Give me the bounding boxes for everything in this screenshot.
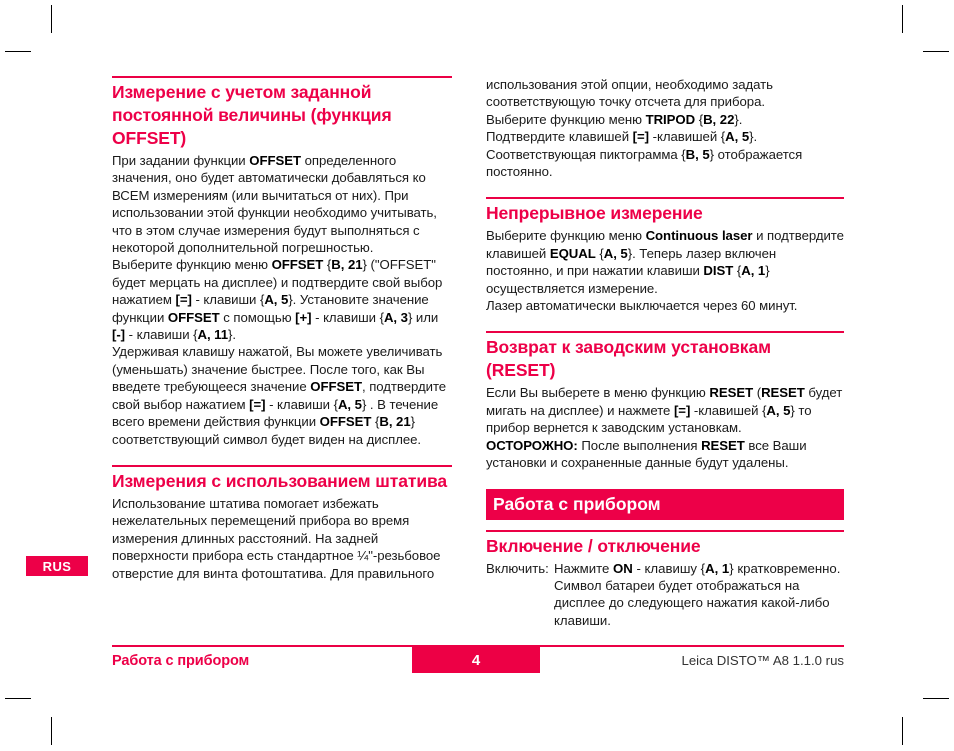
chapter-band-operation: Работа с прибором: [486, 489, 844, 520]
section-rule-tripod: [112, 465, 452, 467]
spacer-right-2: [486, 314, 844, 331]
crop-mark-top-left-vertical: [51, 5, 52, 33]
heading-power-on-off: Включение / отключение: [486, 535, 701, 556]
section-rule-offset: [112, 76, 452, 78]
spacer-right-3: [486, 472, 844, 489]
crop-mark-top-left-horizontal: [5, 51, 31, 52]
crop-mark-bottom-left-horizontal: [5, 698, 31, 699]
page-number-badge: 4: [412, 647, 540, 673]
paragraph-offset-1: При задании функции OFFSET определенного значения, оно будет автоматически добавляться ко ВСЕМ измерениям (или вычитаться от них). При использовании этой функции необходимо учитывать, что в этом случае измерения будут выполняться с некоторой дополнительной погрешностью.: [112, 153, 437, 256]
footer-product-version: Leica DISTO™ A8 1.1.0 rus: [681, 653, 844, 668]
heading-continuous-measurement: Непрерывное измерение: [486, 203, 703, 224]
power-on-term: Включить:: [486, 560, 549, 576]
section-rule-power: [486, 530, 844, 532]
paragraph-reset-2: ОСТОРОЖНО: После выполнения RESET все Ваши установки и сохраненные данные будут удалены.: [486, 437, 807, 471]
paragraph-continuous-1: Выберите функцию меню Continuous laser и подтвердите клавишей EQUAL {A, 5}. Теперь лазер включен постоянно, и при нажатии клавиши DIST {A, 1} осуществляется измерение.: [486, 228, 844, 296]
language-tab-rus: RUS: [26, 556, 88, 576]
paragraph-offset-2: Выберите функцию меню OFFSET {B, 21} ("OFFSET" будет мерцать на дисплее) и подтвердите свой выбор нажатием [=] - клавиши {A, 5}. Установите значение функции OFFSET с помощью [+] - клавиши {A, 3} или [-] - клавиши {A, 11}.: [112, 257, 443, 343]
paragraph-reset-1: Если Вы выберете в меню функцию RESET (RESET будет мигать на дисплее) и нажмете [=] -клавишей {A, 5} то прибор вернется к заводским установкам.: [486, 385, 843, 436]
right-column: [486, 76, 844, 629]
crop-mark-bottom-right-horizontal: [923, 698, 949, 699]
crop-mark-top-right-horizontal: [923, 51, 949, 52]
crop-mark-bottom-right-vertical: [902, 717, 903, 745]
section-rule-reset: [486, 331, 844, 333]
left-column: [112, 76, 452, 582]
spacer-right-1: [486, 180, 844, 197]
paragraph-tripod-1: Использование штатива помогает избежать нежелательных перемещений прибора во время измерения длинных расстояний. На задней поверхности прибора есть стандартное ¼"-резьбовое отверстие для винта фотоштатива. Для правильного: [112, 495, 441, 581]
section-rule-continuous: [486, 197, 844, 199]
paragraph-tripod-cont-2: Выберите функцию меню TRIPOD {B, 22}.: [486, 111, 743, 127]
paragraph-tripod-cont-1: использования этой опции, необходимо задать соответствующую точку отсчета для прибора.: [486, 77, 773, 110]
power-on-definition: [486, 560, 844, 630]
paragraph-offset-3: Удерживая клавишу нажатой, Вы можете увеличивать (уменьшать) значение быстрее. После того, как Вы введете требующееся значение OFFSET, подтвердите свой выбор нажатием [=] - клавиши {A, 5} . В течение всего времени действия функции OFFSET {B, 21} соответствующий символ будет виден на дисплее.: [112, 344, 447, 447]
heading-tripod-measurement: Измерения с использованием штатива: [112, 470, 448, 491]
paragraph-tripod-cont-4: Соответствующая пиктограмма {B, 5} отображается постоянно.: [486, 146, 803, 180]
spacer-left-1: [112, 448, 452, 465]
heading-reset: Возврат к заводским установкам (RESET): [486, 337, 771, 381]
crop-mark-top-right-vertical: [902, 5, 903, 33]
heading-offset-measurement: Измерение с учетом заданной постоянной величины (функция OFFSET): [112, 82, 392, 148]
footer-chapter-title: Работа с прибором: [112, 653, 250, 669]
paragraph-continuous-2: Лазер автоматически выключается через 60 минут.: [486, 298, 798, 314]
power-on-description: Нажмите ON - клавишу {A, 1} кратковременно. Символ батареи будет отображаться на дисплее до следующего нажатия какой-либо клавиши.: [554, 560, 841, 628]
paragraph-tripod-cont-3: Подтвердите клавишей [=] -клавишей {A, 5}.: [486, 129, 758, 145]
crop-mark-bottom-left-vertical: [51, 717, 52, 745]
